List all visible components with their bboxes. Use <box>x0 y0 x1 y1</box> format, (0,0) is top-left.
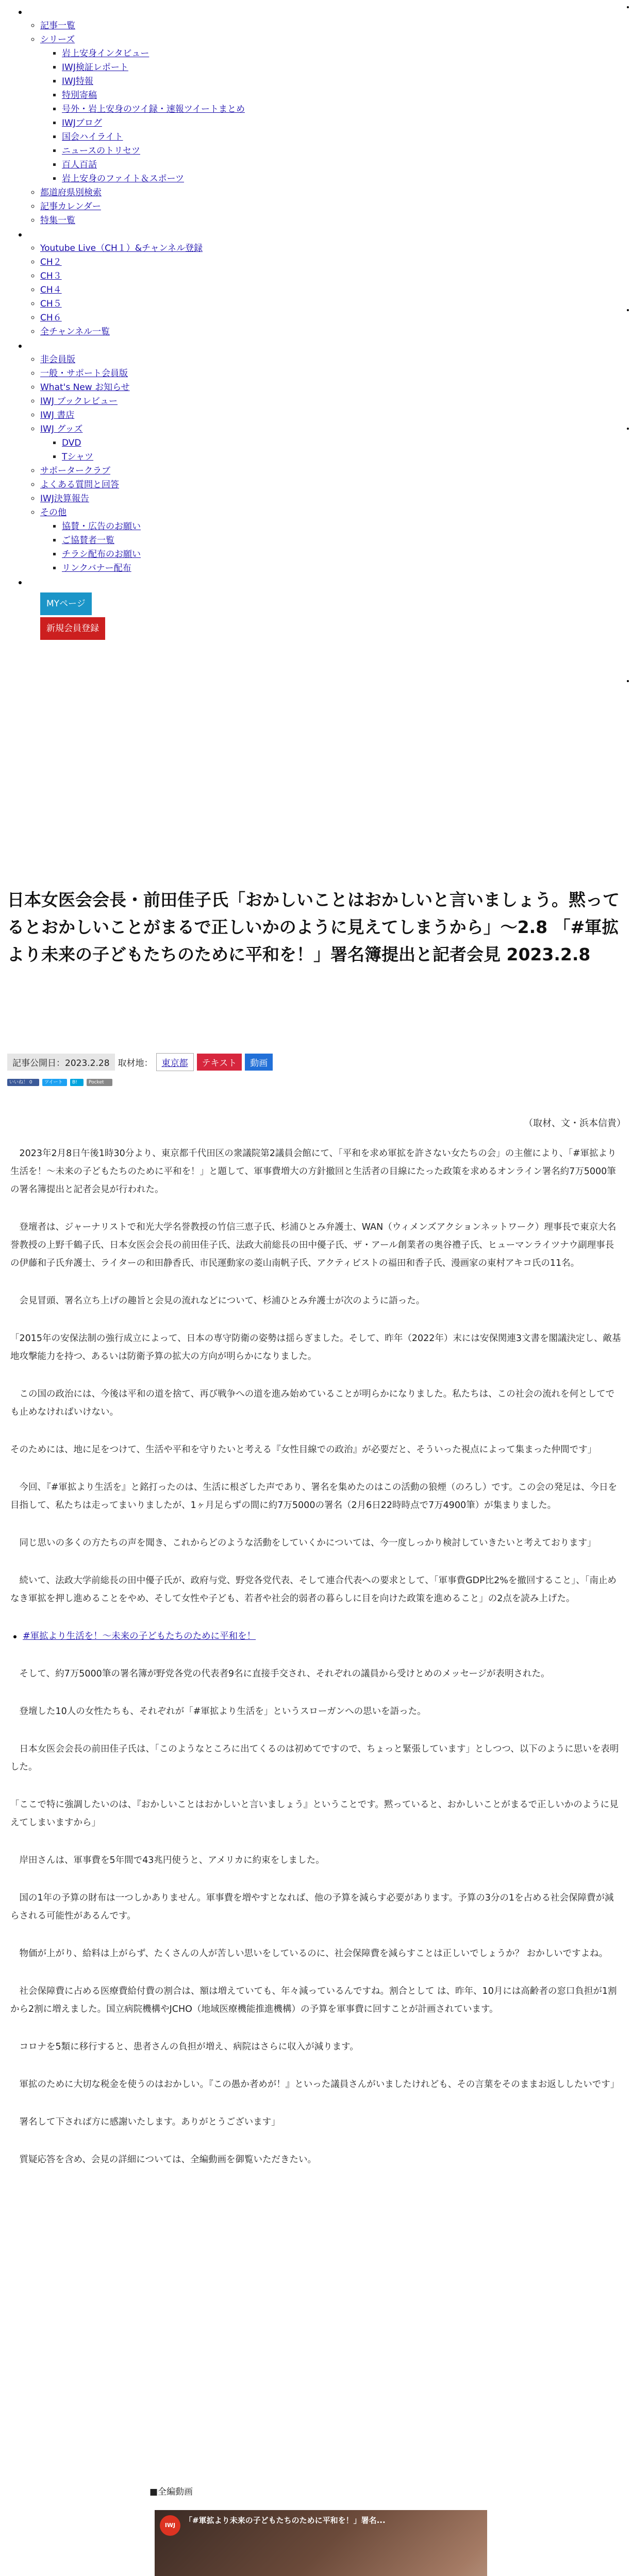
article-paragraph: この国の政治には、今後は平和の道を捨て、再び戦争への道を進み始めていることが明らかになりました。私たちは、この社会の流れを何としてでも止めなければいけない。 <box>10 1389 615 1417</box>
share-buttons <box>7 1079 112 1086</box>
menu-dot-icon <box>627 680 629 682</box>
nav-other-item[interactable]: ▪ チラシ配布のお願い <box>62 548 632 562</box>
channel-avatar: IWJ <box>160 2515 180 2536</box>
article-paragraph: 署名して下されば方に感謝いたします。ありがとうございます」 <box>10 2117 280 2127</box>
article-meta <box>7 1053 273 1071</box>
facebook-like-button[interactable]: いいね！ 0 <box>7 1079 39 1086</box>
article-paragraph: 社会保障費に占める医療費給付費の割合は、額は増えていても、年々減っているんですね。割合として は、昨年、10月には高齢者の窓口負担が1割から2割に増えました。国立病院機構やJCHO（地域医療機能推進機構）の予算を軍事費に回すことが計画されています。 <box>10 1986 617 2014</box>
text-tag[interactable]: テキスト <box>197 1054 242 1071</box>
petition-link-item <box>10 1628 623 1646</box>
nav-item-channel[interactable]: ◦ CH３ <box>40 269 632 283</box>
nav-series-item[interactable]: ▪ IWJ特報 <box>62 75 632 89</box>
article-paragraph: 国の1年の予算の財布は一つしかありません。軍事費を増やすとなれば、他の予算を減らす必要があります。予算の3分の1を占める社会保障費が減らされる可能性があるんです。 <box>10 1893 614 1921</box>
nav-item-calendar[interactable]: ◦ 記事カレンダー <box>40 200 632 214</box>
nav-group-members <box>0 353 632 575</box>
nav-mypage-row <box>40 592 632 615</box>
video-title: 「#軍拡より未来の子どもたちのために平和を！」署名... <box>185 2516 386 2525</box>
article-paragraph: 日本女医会会長の前田佳子氏は、「このようなところに出てくるのは初めてですので、ちょっと緊張しています」としつつ、以下のように思いを表明した。 <box>10 1744 619 1772</box>
nav-item-channel[interactable]: ◦ CH２ <box>40 256 632 269</box>
hatena-bookmark-button[interactable]: B! <box>70 1079 84 1086</box>
nav-other-list <box>40 520 632 575</box>
petition-link[interactable]: #軍拡より生活を！〜未来の子どもたちのために平和を！ <box>23 1631 256 1641</box>
youtube-embed[interactable] <box>155 2510 487 2576</box>
place-label: 取材地： <box>118 1058 153 1069</box>
nav-item-bookstore[interactable]: ◦ IWJ 書店 <box>40 409 632 422</box>
pocket-button[interactable]: Pocket <box>87 1079 112 1086</box>
article-paragraph: 登壇した10人の女性たちも、それぞれが「#軍拡より生活を」というスローガンへの思いを語った。 <box>10 1706 426 1717</box>
nav-bullet <box>14 228 632 242</box>
article-paragraph: 続いて、法政大学前総長の田中優子氏が、政府与党、野党各党代表、そして連合代表への要求として、「軍事費GDP比2%を撤回すること」、「南止めなき軍拡を押し進めることをやめ、そして女性や子ども、若者や社会的弱者の暮らしに目を向けた政策を進めること」の2点を読み上げた。 <box>10 1575 617 1604</box>
nav-goods-item[interactable]: ▪ Tシャツ <box>62 450 632 464</box>
nav-item-prefecture-search[interactable]: ◦ 都道府県別検索 <box>40 186 632 200</box>
article-paragraph: 物価が上がり、給料は上がらず、たくさんの人が苦しい思いをしているのに、社会保障費を減らすことは正しいでしょうか？ おかしいですよね。 <box>10 1948 608 1959</box>
published-date: 記事公開日：2023.2.28 <box>7 1054 115 1071</box>
nav-item-supporters[interactable]: ◦ サポータークラブ <box>40 464 632 478</box>
article-paragraph: 会見冒頭、署名立ち上げの趣旨と会見の流れなどについて、杉浦ひとみ弁護士が次のように語った。 <box>10 1296 425 1306</box>
nav-item-channel[interactable]: ◦ CH５ <box>40 297 632 311</box>
mypage-button[interactable]: MYページ <box>40 592 92 615</box>
place-tag[interactable]: 東京都 <box>156 1053 194 1071</box>
nav-series-item[interactable]: ▪ 岩上安身のファイト＆スポーツ <box>62 172 632 186</box>
nav-item-articles[interactable]: ◦ 記事一覧 <box>40 19 632 33</box>
nav-series-item[interactable]: ▪ ニュースのトリセツ <box>62 144 632 158</box>
article-paragraph: 軍拡のために大切な税金を使うのはおかしい。『この愚か者めが！』といった議員さんがいましたけれども、その言葉をそのままお返ししたいです」 <box>10 2079 620 2090</box>
nav-series-item[interactable]: ▪ 号外・岩上安身のツイ録・速報ツイートまとめ <box>62 103 632 116</box>
nav-goods-item[interactable]: ▪ DVD <box>62 436 632 450</box>
nav-item-nonmember[interactable]: ◦ 非会員版 <box>40 353 632 367</box>
menu-dot-icon <box>627 309 629 311</box>
menu-dot-icon <box>627 428 629 430</box>
article-paragraph: 今回、『#軍拡より生活を』と銘打ったのは、生活に根ざした声であり、署名を集めたのはこの活動の狼煙（のろし）です。この会の発足は、今日を目指して、私たちは走ってまいりましたが、1ヶ月足らずの間に約7万5000の署名（2月6日22時時点で7万4900筆）が集まりました。 <box>10 1482 618 1511</box>
nav-item-goods[interactable]: ◦ IWJ グッズ ▪ DVD ▪ Tシャツ <box>40 422 632 464</box>
nav-series-item[interactable]: ▪ 国会ハイライト <box>62 130 632 144</box>
article-paragraph: 登壇者は、ジャーナリストで和光大学名誉教授の竹信三恵子氏、杉浦ひとみ弁護士、WAN（ウィメンズアクションネットワーク）理事長で東京大名誉教授の上野千鶴子氏、日本女医会会長の前田佳子氏、法政大前総長の田中優子氏、ザ・アール創業者の奥谷禮子氏、ヒューマンライツナウ副理事長の伊藤和子氏弁護士、ライターの和田静香氏、市民運動家の菱山南帆子氏、アクティビストの福田和香子氏、漫画家の東村アキコ氏の11名。 <box>10 1222 617 1268</box>
article-paragraph: そのためには、地に足をつけて、生活や平和を守りたいと考える『女性目線での政治』が必要だと、そういった視点によって集まった仲間です」 <box>10 1445 597 1455</box>
nav-item-other[interactable]: ◦ その他 ▪ 協賛・広告のお願い ▪ ご協賛者一覧 ▪ チラシ配布のお願い ▪ リンクバナー配布 <box>40 506 632 575</box>
article-paragraph: 質疑応答を含め、会見の詳細については、全編動画を御覧いただきたい。 <box>10 2155 317 2165</box>
nav-item-whats-new[interactable]: ◦ What's New お知らせ <box>40 381 632 395</box>
article-paragraph: 同じ思いの多くの方たちの声を聞き、これからどのような活動をしていくかについては、今一度しっかり検討していきたいと考えております」 <box>10 1538 596 1548</box>
nav-item-faq[interactable]: ◦ よくある質問と回答 <box>40 478 632 492</box>
video-tag[interactable]: 動画 <box>245 1054 273 1071</box>
nav-other-item[interactable]: ▪ ご協賛者一覧 <box>62 534 632 548</box>
nav-series-item[interactable]: ▪ 特別寄稿 <box>62 89 632 103</box>
nav-item-channel[interactable]: ◦ CH６ <box>40 311 632 325</box>
site-navigation <box>0 0 632 640</box>
join-button[interactable]: 新規会員登録 <box>40 617 105 640</box>
nav-bullet <box>14 339 632 353</box>
nav-item-series[interactable]: ◦ シリーズ ▪ 岩上安身インタビュー ▪ IWJ検証レポート ▪ IWJ特報 ▪ 特別寄稿 ▪ 号外・岩上安身のツイ録・速報ツイートまとめ ▪ IWJブログ ▪ 国会ハイライト ▪ ニュースのトリセツ ▪ 百人百話 ▪ 岩上安身のファイト＆スポーツ <box>40 33 632 186</box>
article-paragraph: 岸田さんは、軍事費を5年間で43兆円使うと、アメリカに約束をしました。 <box>10 1855 325 1866</box>
nav-item-channel[interactable]: ◦ Youtube Live（CH１）&チャンネル登録 <box>40 242 632 256</box>
nav-join-row <box>40 617 632 640</box>
nav-item-features[interactable]: ◦ 特集一覧 <box>40 214 632 228</box>
article-paragraph: 「ここで特に強調したいのは、『おかしいことはおかしいと言いましょう』ということです。黙っていると、おかしいことがまるで正しいかのように見えてしまいますから」 <box>10 1800 619 1828</box>
nav-other-item[interactable]: ▪ リンクバナー配布 <box>62 562 632 575</box>
nav-series-item[interactable]: ▪ 岩上安身インタビュー <box>62 47 632 61</box>
nav-series-item[interactable]: ▪ IWJ検証レポート <box>62 61 632 75</box>
article-paragraph: 「2015年の安保法制の強行成立によって、日本の専守防衛の姿勢は揺らぎました。そして、昨年（2022年）末には安保関連3文書を閣議決定し、敵基地攻撃能力を持つ、あるいは防衛予算の拡大の方向が明らかになりました。 <box>10 1333 621 1362</box>
nav-group-channels <box>0 242 632 339</box>
nav-bullet <box>14 5 632 19</box>
video-heading: ■全編動画 <box>149 2487 193 2497</box>
nav-series-item[interactable]: ▪ IWJブログ <box>62 116 632 130</box>
nav-goods-list <box>40 436 632 464</box>
article-paragraph: コロナを5類に移行すると、患者さんの負担が増え、病院はさらに収入が減ります。 <box>10 2042 359 2052</box>
nav-group-account <box>0 592 632 640</box>
nav-item-channel[interactable]: ◦ CH４ <box>40 283 632 297</box>
article-title: 日本女医会会長・前田佳子氏「おかしいことはおかしいと言いましょう。黙ってるとおかしいことがまるで正しいかのように見えてしまうから」〜2.8 「#軍拡より未来の子どもたちのために平和を！」署名簿提出と記者会見 2023.2.8 <box>7 890 620 964</box>
article-credit: （取材、文・浜本信貴） <box>524 1118 626 1129</box>
nav-group-articles <box>0 19 632 228</box>
nav-item-financial-report[interactable]: ◦ IWJ決算報告 <box>40 492 632 506</box>
nav-item-book-review[interactable]: ◦ IWJ ブックレビュー <box>40 395 632 409</box>
article-body <box>10 1145 623 2189</box>
nav-item-all-channels[interactable]: ◦ 全チャンネル一覧 <box>40 325 632 339</box>
nav-bullet <box>14 575 632 589</box>
nav-item-member[interactable]: ◦ 一般・サポート会員版 <box>40 367 632 381</box>
article-paragraph: 2023年2月8日午後1時30分より、東京都千代田区の衆議院第2議員会館にて、「平和を求め軍拡を許さない女たちの会」の主催により、「#軍拡より生活を！〜未来の子どもたちのために平和を！」と題して、軍事費増大の方針撤回と生活者の目線にたった政策を求めるオンライン署名約7万5000筆の署名簿提出と記者会見が行われた。 <box>10 1148 617 1195</box>
nav-series-list <box>40 47 632 186</box>
nav-series-item[interactable]: ▪ 百人百話 <box>62 158 632 172</box>
nav-other-item[interactable]: ▪ 協賛・広告のお願い <box>62 520 632 534</box>
tweet-button[interactable]: ツイート <box>42 1079 67 1086</box>
article-paragraph: そして、約7万5000筆の署名簿が野党各党の代表者9名に直接手交され、それぞれの議員から受けとめのメッセージが表明された。 <box>10 1669 550 1679</box>
